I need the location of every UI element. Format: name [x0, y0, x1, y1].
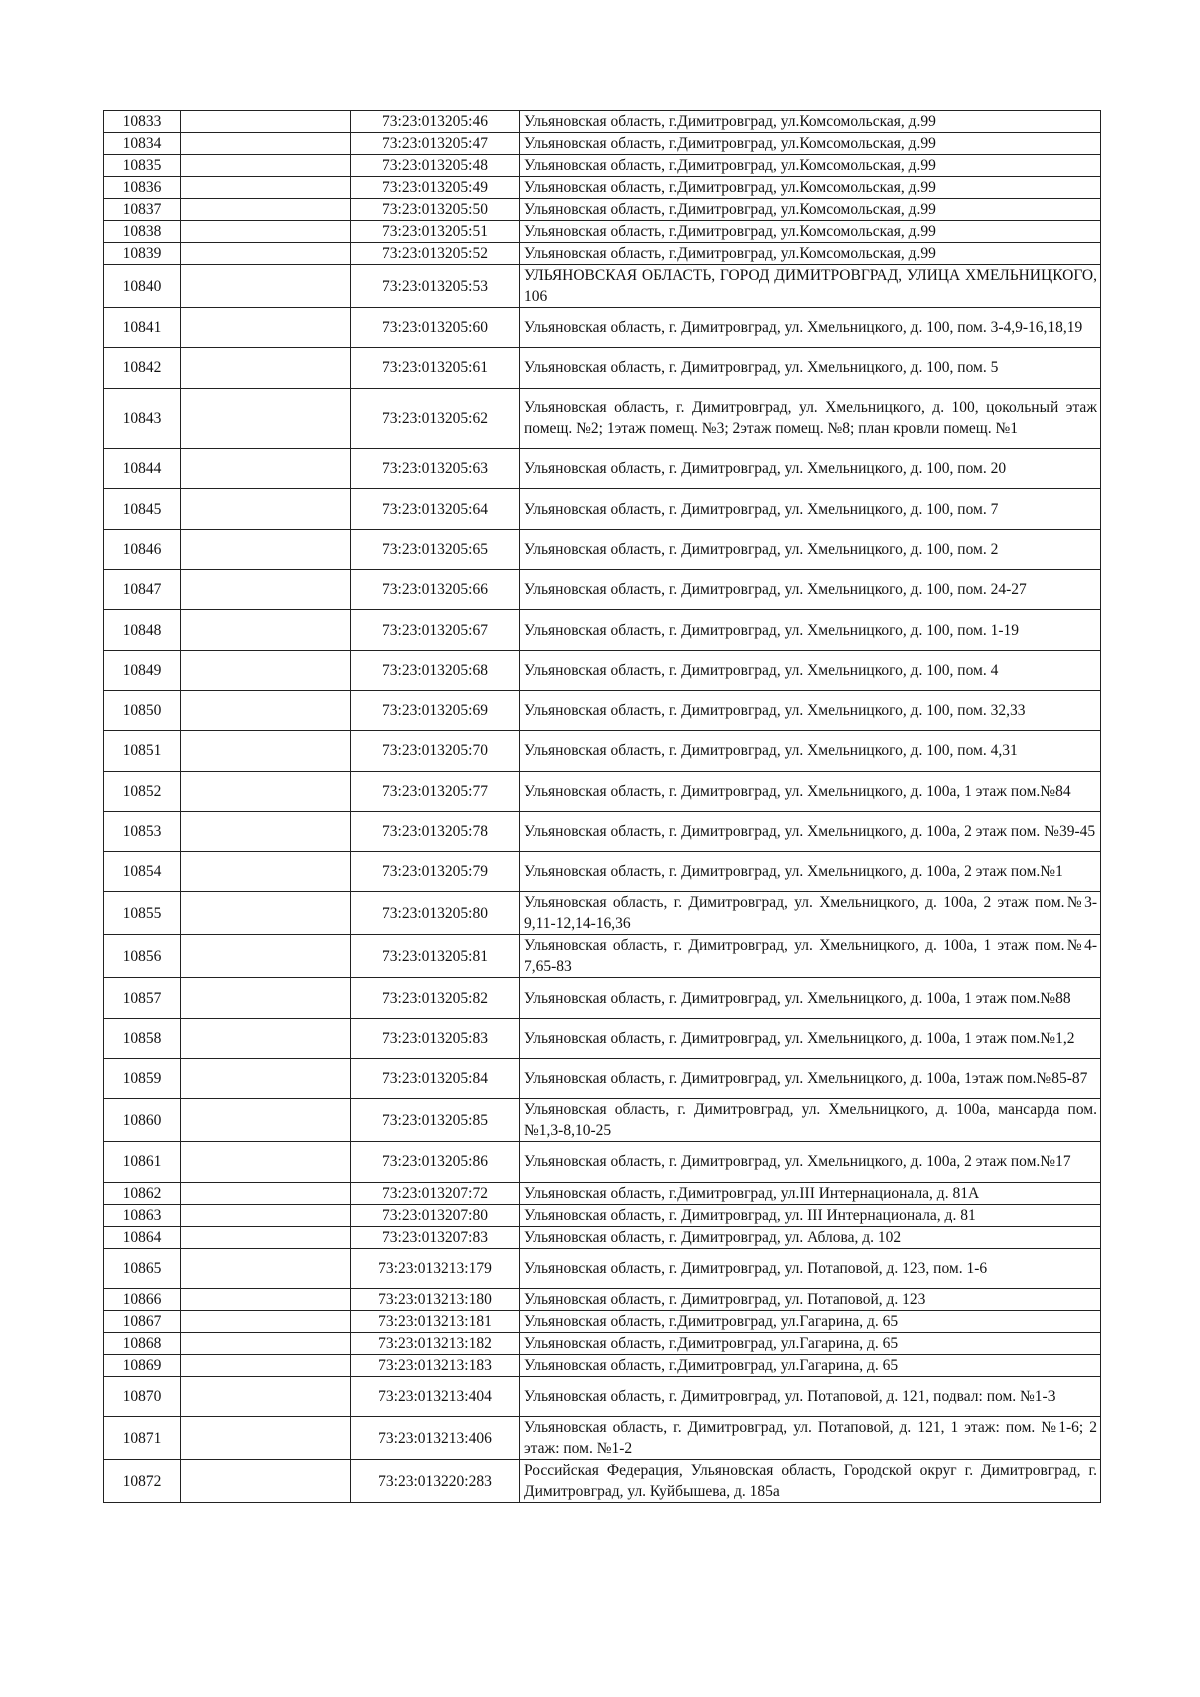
row-number: 10836 — [104, 177, 181, 199]
row-empty-cell — [181, 308, 351, 348]
address-text: Ульяновская область, г.Димитровград, ул.Комсомольская, д.99 — [520, 243, 1101, 265]
row-number: 10833 — [104, 111, 181, 133]
cadastral-number: 73:23:013213:182 — [351, 1332, 520, 1354]
cadastral-number: 73:23:013220:283 — [351, 1460, 520, 1503]
registry-rows — [104, 111, 1101, 1503]
table-row — [104, 177, 1101, 199]
address-text: Ульяновская область, г. Димитровград, ул. Потаповой, д. 121, подвал: пом. №1-3 — [520, 1376, 1101, 1416]
table-row — [104, 199, 1101, 221]
row-number: 10844 — [104, 449, 181, 489]
address-text: Ульяновская область, г.Димитровград, ул.Гагарина, д. 65 — [520, 1332, 1101, 1354]
address-text: Ульяновская область, г. Димитровград, ул. Хмельницкого, д. 100а, 1 этаж пом.№1,2 — [520, 1018, 1101, 1058]
table-row — [104, 610, 1101, 650]
cadastral-number: 73:23:013213:180 — [351, 1288, 520, 1310]
row-number: 10872 — [104, 1460, 181, 1503]
row-number: 10838 — [104, 221, 181, 243]
address-text: Ульяновская область, г. Димитровград, ул. Хмельницкого, д. 100а, 2 этаж пом.№1 — [520, 852, 1101, 892]
address-text: Ульяновская область, г. Димитровград, ул. Хмельницкого, д. 100, пом. 4,31 — [520, 731, 1101, 771]
table-row — [104, 489, 1101, 529]
row-empty-cell — [181, 133, 351, 155]
address-text: Ульяновская область, г. Димитровград, ул. Хмельницкого, д. 100а, 1этаж пом.№85-87 — [520, 1059, 1101, 1099]
cadastral-number: 73:23:013205:84 — [351, 1059, 520, 1099]
row-number: 10856 — [104, 935, 181, 978]
address-text: Ульяновская область, г. Димитровград, ул. Хмельницкого, д. 100а, 2 этаж пом.№17 — [520, 1142, 1101, 1182]
row-number: 10855 — [104, 892, 181, 935]
row-empty-cell — [181, 690, 351, 730]
row-number: 10837 — [104, 199, 181, 221]
row-empty-cell — [181, 199, 351, 221]
table-row — [104, 1142, 1101, 1182]
row-number: 10850 — [104, 690, 181, 730]
cadastral-number: 73:23:013207:72 — [351, 1182, 520, 1204]
row-number: 10861 — [104, 1142, 181, 1182]
row-number: 10845 — [104, 489, 181, 529]
row-number: 10857 — [104, 978, 181, 1018]
address-text: Ульяновская область, г. Димитровград, ул. Потаповой, д. 121, 1 этаж: пом. №1-6; 2 этаж: пом. №1-2 — [520, 1417, 1101, 1460]
table-row — [104, 1248, 1101, 1288]
cadastral-number: 73:23:013205:49 — [351, 177, 520, 199]
address-text: Ульяновская область, г.Димитровград, ул.Комсомольская, д.99 — [520, 155, 1101, 177]
cadastral-number: 73:23:013205:81 — [351, 935, 520, 978]
row-number: 10840 — [104, 265, 181, 308]
address-text: Ульяновская область, г.Димитровград, ул.Комсомольская, д.99 — [520, 199, 1101, 221]
table-row — [104, 892, 1101, 935]
address-text: Ульяновская область, г. Димитровград, ул. Потаповой, д. 123 — [520, 1288, 1101, 1310]
cadastral-number: 73:23:013213:183 — [351, 1354, 520, 1376]
row-number: 10863 — [104, 1204, 181, 1226]
cadastral-number: 73:23:013205:86 — [351, 1142, 520, 1182]
row-number: 10864 — [104, 1226, 181, 1248]
row-number: 10870 — [104, 1376, 181, 1416]
address-text: Ульяновская область, г.Димитровград, ул.Гагарина, д. 65 — [520, 1310, 1101, 1332]
address-text: Ульяновская область, г. Димитровград, ул. Хмельницкого, д. 100, пом. 4 — [520, 650, 1101, 690]
cadastral-number: 73:23:013205:52 — [351, 243, 520, 265]
cadastral-number: 73:23:013205:79 — [351, 852, 520, 892]
cadastral-number: 73:23:013213:181 — [351, 1310, 520, 1332]
cadastral-number: 73:23:013205:85 — [351, 1099, 520, 1142]
cadastral-number: 73:23:013213:404 — [351, 1376, 520, 1416]
row-number: 10862 — [104, 1182, 181, 1204]
cadastral-number: 73:23:013205:66 — [351, 570, 520, 610]
address-text: Ульяновская область, г. Димитровград, ул. Хмельницкого, д. 100а, мансарда пом. №1,3-8,10-25 — [520, 1099, 1101, 1142]
address-text: Ульяновская область, г.Димитровград, ул.Комсомольская, д.99 — [520, 133, 1101, 155]
row-empty-cell — [181, 650, 351, 690]
table-row — [104, 1059, 1101, 1099]
address-text: Ульяновская область, г. Димитровград, ул. Хмельницкого, д. 100а, 1 этаж пом.№88 — [520, 978, 1101, 1018]
row-empty-cell — [181, 1142, 351, 1182]
registry-table — [103, 110, 1101, 1503]
cadastral-number: 73:23:013205:78 — [351, 811, 520, 851]
address-text: Ульяновская область, г. Димитровград, ул. Хмельницкого, д. 100, цокольный этаж помещ. №2; 1этаж помещ. №3; 2этаж помещ. №8; план кровли помещ. №1 — [520, 388, 1101, 449]
table-row — [104, 133, 1101, 155]
table-row — [104, 690, 1101, 730]
address-text: Ульяновская область, г. Димитровград, ул. III Интернационала, д. 81 — [520, 1204, 1101, 1226]
cadastral-number: 73:23:013205:53 — [351, 265, 520, 308]
row-number: 10835 — [104, 155, 181, 177]
address-text: Ульяновская область, г. Димитровград, ул. Аблова, д. 102 — [520, 1226, 1101, 1248]
cadastral-number: 73:23:013205:67 — [351, 610, 520, 650]
row-number: 10847 — [104, 570, 181, 610]
row-number: 10853 — [104, 811, 181, 851]
cadastral-number: 73:23:013205:69 — [351, 690, 520, 730]
table-row — [104, 1332, 1101, 1354]
row-empty-cell — [181, 177, 351, 199]
address-text: Ульяновская область, г. Димитровград, ул. Хмельницкого, д. 100, пом. 3-4,9-16,18,19 — [520, 308, 1101, 348]
row-empty-cell — [181, 978, 351, 1018]
cadastral-number: 73:23:013205:68 — [351, 650, 520, 690]
cadastral-number: 73:23:013205:62 — [351, 388, 520, 449]
cadastral-number: 73:23:013213:406 — [351, 1417, 520, 1460]
cadastral-number: 73:23:013205:77 — [351, 771, 520, 811]
row-empty-cell — [181, 489, 351, 529]
table-row — [104, 978, 1101, 1018]
cadastral-number: 73:23:013205:64 — [351, 489, 520, 529]
row-empty-cell — [181, 1204, 351, 1226]
row-empty-cell — [181, 1099, 351, 1142]
table-row — [104, 221, 1101, 243]
table-row — [104, 1310, 1101, 1332]
address-text: Ульяновская область, г. Димитровград, ул. Хмельницкого, д. 100, пом. 7 — [520, 489, 1101, 529]
cadastral-number: 73:23:013205:65 — [351, 529, 520, 569]
table-row — [104, 388, 1101, 449]
cadastral-number: 73:23:013205:83 — [351, 1018, 520, 1058]
cadastral-number: 73:23:013205:51 — [351, 221, 520, 243]
row-number: 10858 — [104, 1018, 181, 1058]
table-row — [104, 1018, 1101, 1058]
table-row — [104, 348, 1101, 388]
cadastral-number: 73:23:013207:80 — [351, 1204, 520, 1226]
cadastral-number: 73:23:013205:47 — [351, 133, 520, 155]
row-number: 10860 — [104, 1099, 181, 1142]
row-empty-cell — [181, 811, 351, 851]
address-text: Ульяновская область, г. Димитровград, ул. Хмельницкого, д. 100а, 1 этаж пом.№84 — [520, 771, 1101, 811]
row-empty-cell — [181, 155, 351, 177]
cadastral-number: 73:23:013205:48 — [351, 155, 520, 177]
cadastral-number: 73:23:013205:60 — [351, 308, 520, 348]
row-empty-cell — [181, 449, 351, 489]
row-empty-cell — [181, 243, 351, 265]
address-text: Ульяновская область, г.Димитровград, ул.Гагарина, д. 65 — [520, 1354, 1101, 1376]
row-number: 10843 — [104, 388, 181, 449]
address-text: Российская Федерация, Ульяновская область, Городской округ г. Димитровград, г. Димитровград, ул. Куйбышева, д. 185а — [520, 1460, 1101, 1503]
row-number: 10834 — [104, 133, 181, 155]
table-row — [104, 771, 1101, 811]
cadastral-number: 73:23:013205:46 — [351, 111, 520, 133]
row-empty-cell — [181, 1376, 351, 1416]
row-number: 10859 — [104, 1059, 181, 1099]
address-text: Ульяновская область, г. Димитровград, ул. Хмельницкого, д. 100, пом. 1-19 — [520, 610, 1101, 650]
table-row — [104, 243, 1101, 265]
table-row — [104, 1460, 1101, 1503]
address-text: Ульяновская область, г. Димитровград, ул. Потаповой, д. 123, пом. 1-6 — [520, 1248, 1101, 1288]
address-text: Ульяновская область, г.Димитровград, ул.III Интернационала, д. 81А — [520, 1182, 1101, 1204]
address-text: Ульяновская область, г. Димитровград, ул. Хмельницкого, д. 100а, 1 этаж пом.№4-7,65-83 — [520, 935, 1101, 978]
row-empty-cell — [181, 1182, 351, 1204]
cadastral-number: 73:23:013205:63 — [351, 449, 520, 489]
row-number: 10866 — [104, 1288, 181, 1310]
table-row — [104, 1226, 1101, 1248]
table-row — [104, 811, 1101, 851]
table-row — [104, 935, 1101, 978]
cadastral-number: 73:23:013213:179 — [351, 1248, 520, 1288]
row-empty-cell — [181, 1460, 351, 1503]
address-text: Ульяновская область, г. Димитровград, ул. Хмельницкого, д. 100, пом. 20 — [520, 449, 1101, 489]
table-row — [104, 731, 1101, 771]
row-empty-cell — [181, 570, 351, 610]
row-empty-cell — [181, 852, 351, 892]
address-text: Ульяновская область, г. Димитровград, ул. Хмельницкого, д. 100, пом. 24-27 — [520, 570, 1101, 610]
row-empty-cell — [181, 1226, 351, 1248]
table-row — [104, 852, 1101, 892]
row-empty-cell — [181, 221, 351, 243]
table-row — [104, 1288, 1101, 1310]
row-empty-cell — [181, 771, 351, 811]
table-row — [104, 1376, 1101, 1416]
row-number: 10852 — [104, 771, 181, 811]
address-text: Ульяновская область, г.Димитровград, ул.Комсомольская, д.99 — [520, 177, 1101, 199]
row-empty-cell — [181, 1059, 351, 1099]
row-empty-cell — [181, 892, 351, 935]
cadastral-number: 73:23:013207:83 — [351, 1226, 520, 1248]
table-row — [104, 570, 1101, 610]
cadastral-number: 73:23:013205:61 — [351, 348, 520, 388]
row-empty-cell — [181, 265, 351, 308]
address-text: Ульяновская область, г.Димитровград, ул.Комсомольская, д.99 — [520, 221, 1101, 243]
row-empty-cell — [181, 935, 351, 978]
row-empty-cell — [181, 1248, 351, 1288]
cadastral-number: 73:23:013205:70 — [351, 731, 520, 771]
row-number: 10841 — [104, 308, 181, 348]
table-row — [104, 1182, 1101, 1204]
table-row — [104, 111, 1101, 133]
row-number: 10871 — [104, 1417, 181, 1460]
row-empty-cell — [181, 111, 351, 133]
table-row — [104, 449, 1101, 489]
row-number: 10869 — [104, 1354, 181, 1376]
cadastral-number: 73:23:013205:50 — [351, 199, 520, 221]
row-number: 10848 — [104, 610, 181, 650]
table-row — [104, 529, 1101, 569]
row-empty-cell — [181, 1310, 351, 1332]
row-empty-cell — [181, 731, 351, 771]
address-text: Ульяновская область, г. Димитровград, ул. Хмельницкого, д. 100а, 2 этаж пом. №39-45 — [520, 811, 1101, 851]
table-row — [104, 1099, 1101, 1142]
address-text: Ульяновская область, г. Димитровград, ул. Хмельницкого, д. 100, пом. 2 — [520, 529, 1101, 569]
address-text: Ульяновская область, г. Димитровград, ул. Хмельницкого, д. 100, пом. 32,33 — [520, 690, 1101, 730]
row-number: 10849 — [104, 650, 181, 690]
address-text: Ульяновская область, г.Димитровград, ул.Комсомольская, д.99 — [520, 111, 1101, 133]
row-empty-cell — [181, 1417, 351, 1460]
row-empty-cell — [181, 610, 351, 650]
table-row — [104, 265, 1101, 308]
address-text: Ульяновская область, г. Димитровград, ул. Хмельницкого, д. 100а, 2 этаж пом.№3-9,11-12,14-16,36 — [520, 892, 1101, 935]
row-empty-cell — [181, 1354, 351, 1376]
row-empty-cell — [181, 529, 351, 569]
row-number: 10865 — [104, 1248, 181, 1288]
row-number: 10839 — [104, 243, 181, 265]
cadastral-number: 73:23:013205:82 — [351, 978, 520, 1018]
address-text: УЛЬЯНОВСКАЯ ОБЛАСТЬ, ГОРОД ДИМИТРОВГРАД, УЛИЦА ХМЕЛЬНИЦКОГО, 106 — [520, 265, 1101, 308]
address-text: Ульяновская область, г. Димитровград, ул. Хмельницкого, д. 100, пом. 5 — [520, 348, 1101, 388]
row-number: 10854 — [104, 852, 181, 892]
row-number: 10842 — [104, 348, 181, 388]
table-row — [104, 155, 1101, 177]
table-row — [104, 1354, 1101, 1376]
row-empty-cell — [181, 388, 351, 449]
row-number: 10867 — [104, 1310, 181, 1332]
row-empty-cell — [181, 1332, 351, 1354]
table-row — [104, 1204, 1101, 1226]
row-empty-cell — [181, 1018, 351, 1058]
row-empty-cell — [181, 348, 351, 388]
table-row — [104, 308, 1101, 348]
row-number: 10846 — [104, 529, 181, 569]
table-row — [104, 650, 1101, 690]
table-row — [104, 1417, 1101, 1460]
row-empty-cell — [181, 1288, 351, 1310]
row-number: 10851 — [104, 731, 181, 771]
row-number: 10868 — [104, 1332, 181, 1354]
cadastral-number: 73:23:013205:80 — [351, 892, 520, 935]
